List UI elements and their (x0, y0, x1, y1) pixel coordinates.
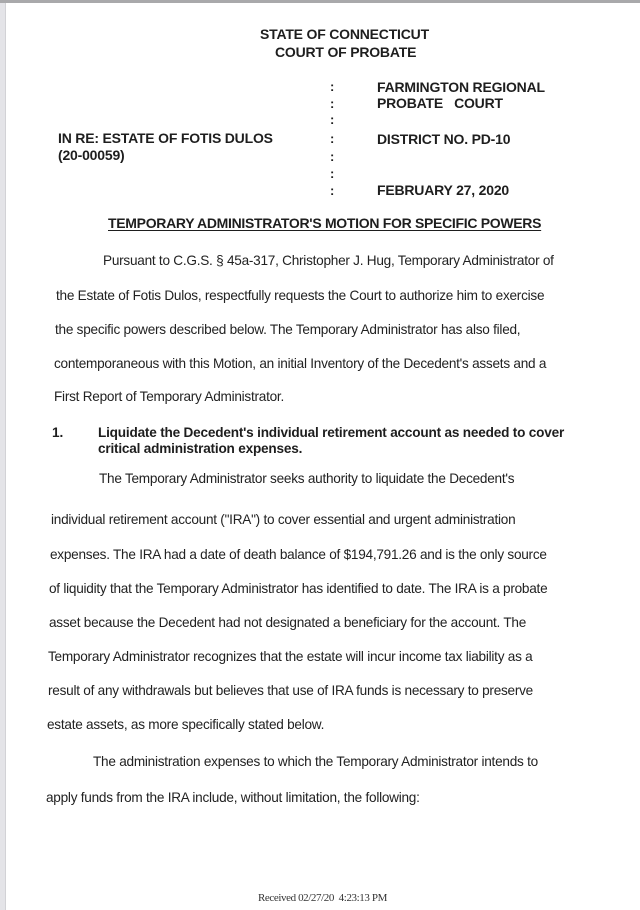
caption-colon: : (330, 131, 335, 146)
window-top-border (0, 0, 640, 3)
court-name-line2: PROBATE COURT (377, 95, 503, 111)
ira-line: estate assets, as more specifically stated below. (47, 717, 325, 732)
item-heading-line: critical administration expenses. (98, 441, 303, 456)
caption-colon: : (330, 96, 335, 111)
intro-line: Pursuant to C.G.S. § 45a-317, Christopher J. Hug, Temporary Administrator of (103, 253, 554, 268)
case-number: (20-00059) (58, 147, 125, 163)
intro-line: the specific powers described below. The Temporary Administrator has also filed, (55, 322, 521, 337)
expenses-line: apply funds from the IRA include, without limitation, the following: (46, 790, 420, 805)
intro-line: First Report of Temporary Administrator. (54, 389, 284, 404)
item-heading-line: Liquidate the Decedent's individual retirement account as needed to cover (98, 425, 565, 440)
ira-line: The Temporary Administrator seeks authority to liquidate the Decedent's (99, 471, 515, 486)
caption-colon: : (330, 183, 335, 198)
court-name-line1: FARMINGTON REGIONAL (377, 79, 545, 95)
received-timestamp: Received 02/27/20 4:23:13 PM (258, 892, 387, 904)
filing-date: FEBRUARY 27, 2020 (377, 182, 509, 198)
state-heading: STATE OF CONNECTICUT (260, 26, 429, 42)
window-left-border (0, 3, 6, 910)
caption-colon: : (330, 166, 335, 181)
caption-colon: : (330, 112, 335, 127)
caption-colon: : (330, 149, 335, 164)
intro-line: the Estate of Fotis Dulos, respectfully requests the Court to authorize him to exercise (56, 288, 545, 303)
ira-line: result of any withdrawals but believes that use of IRA funds is necessary to preserve (48, 683, 533, 698)
ira-line: expenses. The IRA had a date of death balance of $194,791.26 and is the only source (50, 547, 547, 562)
court-heading: COURT OF PROBATE (275, 44, 417, 60)
case-name: IN RE: ESTATE OF FOTIS DULOS (58, 130, 273, 146)
item-number: 1. (52, 425, 64, 440)
ira-line: of liquidity that the Temporary Administrator has identified to date. The IRA is a probate (49, 581, 548, 596)
intro-line: contemporaneous with this Motion, an initial Inventory of the Decedent's assets and a (54, 356, 547, 371)
motion-title: TEMPORARY ADMINISTRATOR'S MOTION FOR SPECIFIC POWERS (108, 215, 542, 231)
caption-colon: : (330, 79, 335, 94)
district-number: DISTRICT NO. PD-10 (377, 131, 511, 147)
ira-line: Temporary Administrator recognizes that the estate will incur income tax liability as a (48, 649, 533, 664)
expenses-line: The administration expenses to which the Temporary Administrator intends to (93, 754, 538, 769)
ira-line: asset because the Decedent had not designated a beneficiary for the account. The (49, 615, 527, 630)
ira-line: individual retirement account ("IRA") to cover essential and urgent administration (51, 512, 516, 527)
